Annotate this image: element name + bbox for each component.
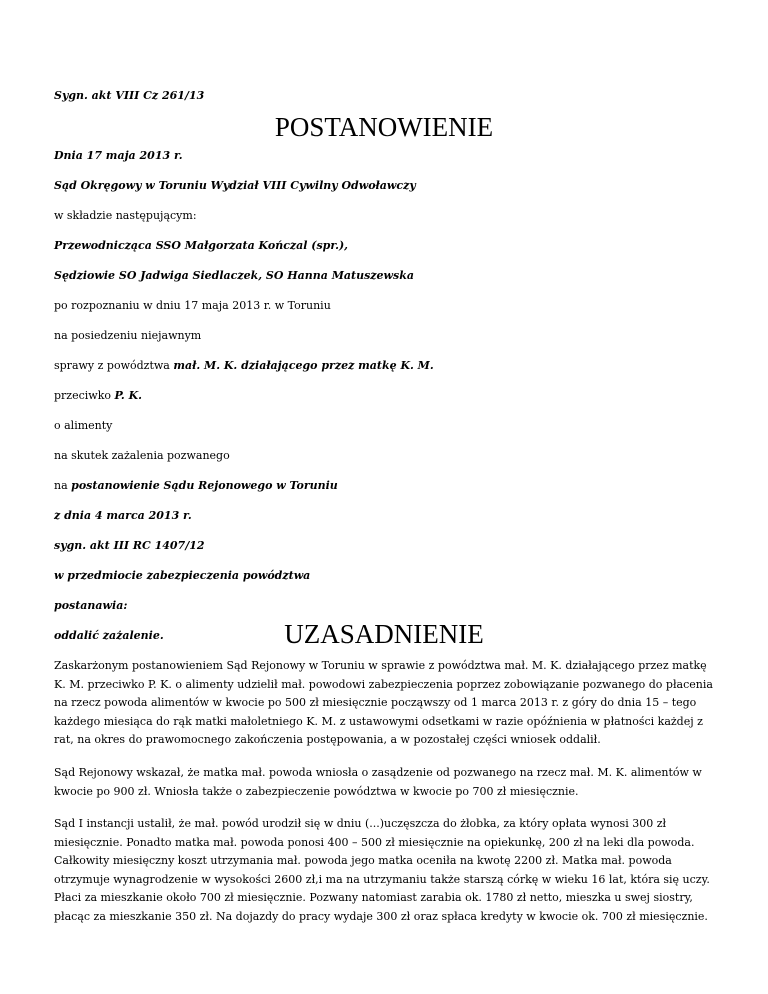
defendant: P. K.	[114, 389, 142, 402]
paragraph-line: K. M. przeciwko P. K. o alimenty udzielił mał. powodowi zabezpieczenia poprzez zobowiązanie pozwanego do płacenia	[54, 677, 713, 691]
justification-paragraph-3	[54, 815, 714, 926]
court-name: Sąd Okręgowy w Toruniu Wydział VIII Cywilny Odwoławczy	[54, 179, 416, 192]
paragraph-line: kwocie po 900 zł. Wniosła także o zabezpieczenie powództwa w kwocie po 700 zł miesięcznie.	[54, 784, 579, 798]
case-prefix: sprawy z powództwa	[54, 359, 174, 372]
decision-date: Dnia 17 maja 2013 r.	[54, 149, 183, 162]
verdict: oddalić zażalenie.	[54, 629, 164, 642]
paragraph-line: miesięcznie. Ponadto matka mał. powoda ponosi 400 – 500 zł miesięcznie na opiekunkę, 200 zł na leki dla powoda.	[54, 835, 695, 849]
paragraph-line: Sąd I instancji ustalił, że mał. powód urodził się w dniu (...)uczęszcza do żłobka, za który opłata wynosi 300 zł	[54, 817, 667, 830]
justification-title: UZASADNIENIE	[284, 619, 484, 649]
ruling-subject: w przedmiocie zabezpieczenia powództwa	[54, 569, 311, 582]
ruling-prefix: na	[54, 479, 72, 492]
justification-paragraph-2	[54, 764, 714, 801]
ruling-name: postanowienie Sądu Rejonowego w Toruniu	[71, 479, 338, 492]
presiding-judge: Przewodnicząca SSO Małgorzata Kończal (spr.),	[54, 239, 349, 252]
plaintiff: mał. M. K. działającego przez matkę K. M.	[173, 359, 434, 372]
appealed-ruling	[54, 479, 338, 493]
case-subject: o alimenty	[54, 419, 113, 432]
paragraph-line: płacąc za mieszkanie 350 zł. Na dojazdy do pracy wydaje 300 zł oraz spłaca kredyty w kwocie ok. 700 zł miesięcznie.	[54, 909, 708, 923]
appeal-info: na skutek zażalenia pozwanego	[54, 449, 230, 462]
paragraph-line: Sąd Rejonowy wskazał, że matka mał. powoda wniosła o zasądzenie od pozwanego na rzecz mał. M. K. alimentów w	[54, 766, 702, 779]
paragraph-line: każdego miesiąca do rąk matki małoletniego K. M. z ustawowymi odsetkami w razie opóźnienia w płatności każdej z	[54, 714, 703, 728]
judges: Sędziowie SO Jadwiga Siedlaczek, SO Hanna Matuszewska	[54, 269, 414, 282]
justification-paragraph-1	[54, 657, 714, 750]
case-signature: Sygn. akt VIII Cz 261/13	[54, 89, 205, 102]
against-prefix: przeciwko	[54, 389, 115, 402]
ruling-date: z dnia 4 marca 2013 r.	[54, 509, 192, 522]
paragraph-line: Całkowity miesięczny koszt utrzymania mał. powoda jego matka oceniła na kwotę 2200 zł. Matka mał. powoda	[54, 854, 672, 867]
ruling-signature: sygn. akt III RC 1407/12	[54, 539, 205, 552]
session-type: na posiedzeniu niejawnym	[54, 329, 202, 342]
hearing-info: po rozpoznaniu w dniu 17 maja 2013 r. w Toruniu	[54, 299, 331, 312]
paragraph-line: rat, na okres do prawomocnego zakończenia postępowania, a w pozostałej części wniosek oddalił.	[54, 733, 601, 746]
composition-intro: w składzie następującym:	[54, 209, 197, 222]
paragraph-line: na rzecz powoda alimentów w kwocie po 500 zł miesięcznie począwszy od 1 marca 2013 r. z góry do dnia 15 – tego	[54, 696, 697, 709]
case-parties	[54, 359, 434, 373]
paragraph-line: Zaskarżonym postanowieniem Sąd Rejonowy w Toruniu w sprawie z powództwa mał. M. K. działającego przez matkę	[54, 659, 707, 672]
defendant-line	[54, 389, 142, 403]
paragraph-line: otrzymuje wynagrodzenie w wysokości 2600 zł,i ma na utrzymaniu także starszą córkę w wieku 16 lat, która się uczy.	[54, 872, 710, 886]
paragraph-line: Płaci za mieszkanie około 700 zł miesięcznie. Pozwany natomiast zarabia ok. 1780 zł netto, mieszka u swej siostry,	[54, 891, 693, 904]
decides-label: postanawia:	[54, 599, 128, 612]
document-title: POSTANOWIENIE	[274, 112, 494, 142]
